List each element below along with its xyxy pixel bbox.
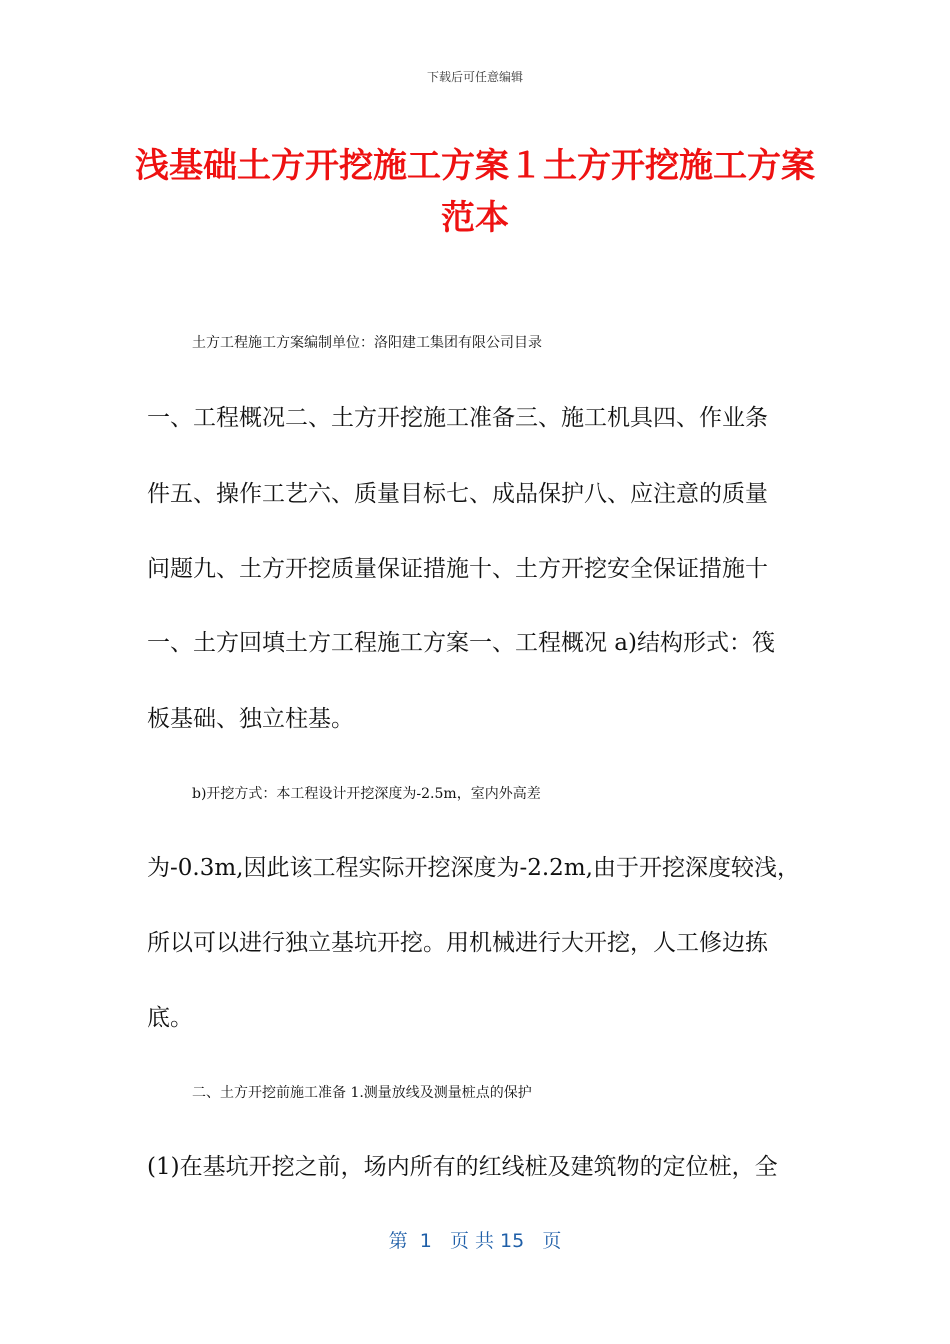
body-line: 件五、操作工艺六、质量目标七、成品保护八、应注意的质量 [147, 481, 768, 507]
body-line: 板基础、独立柱基。 [147, 706, 354, 732]
body-line: 一、土方回填土方工程施工方案一、工程概况 a)结构形式：筏 [147, 630, 775, 656]
document-title: 浅基础土方开挖施工方案１土方开挖施工方案范本 [135, 146, 815, 238]
page-footer: 第 1 页 共 15 页 [388, 1230, 562, 1252]
body-line: 二、土方开挖前施工准备 1.测量放线及测量桩点的保护 [192, 1085, 532, 1101]
body-line: 土方工程施工方案编制单位：洛阳建工集团有限公司目录 [192, 335, 542, 351]
body-line: 底。 [147, 1005, 193, 1031]
body-line: 一、工程概况二、土方开挖施工准备三、施工机具四、作业条 [147, 405, 768, 431]
body-line: (1)在基坑开挖之前，场内所有的红线桩及建筑物的定位桩，全 [147, 1154, 778, 1180]
body-line: 为-0.3m,因此该工程实际开挖深度为-2.2m,由于开挖深度较浅， [147, 855, 800, 881]
body-line: b)开挖方式：本工程设计开挖深度为-2.5m，室内外高差 [192, 786, 541, 802]
body-line: 所以可以进行独立基坑开挖。用机械进行大开挖，人工修边拣 [147, 930, 768, 956]
header-note: 下载后可任意编辑 [426, 70, 523, 84]
body-line: 问题九、土方开挖质量保证措施十、土方开挖安全保证措施十 [147, 556, 768, 582]
